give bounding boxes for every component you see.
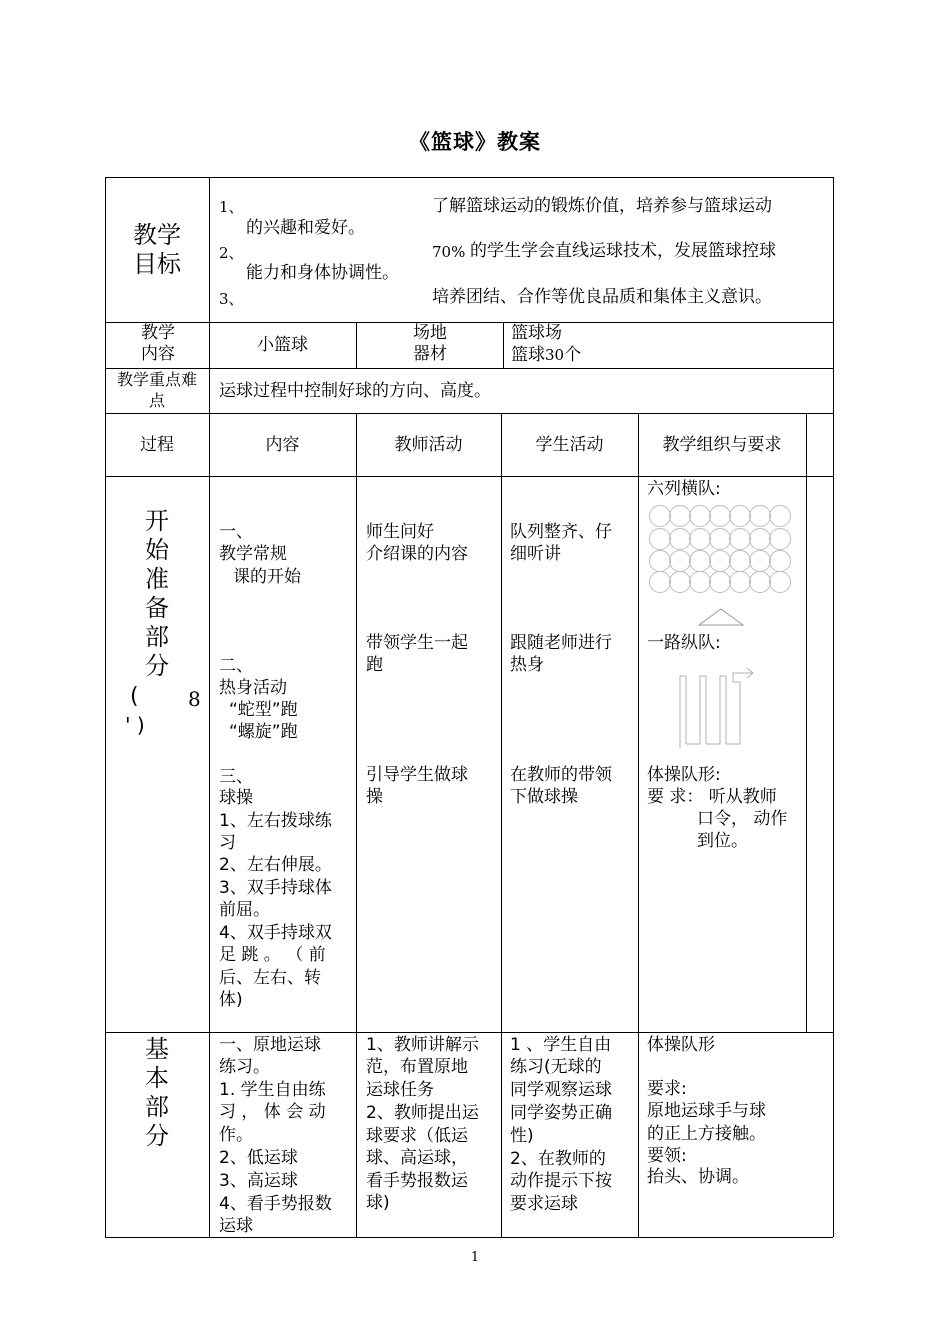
page-number: 1 xyxy=(470,1250,480,1265)
start-section-label: 开 始 准 备 部 分 xyxy=(145,507,169,680)
basic-section-label: 基 本 部 分 xyxy=(145,1035,169,1150)
header-organization: 教学组织与要求 xyxy=(662,435,782,455)
header-teacher: 教师活动 xyxy=(394,435,463,455)
venue-line-1: 篮球场 xyxy=(511,323,562,343)
key-label: 教学重点难点 xyxy=(116,370,197,410)
six-row-formation-diagram xyxy=(648,504,796,596)
start-time-close: ' ) xyxy=(125,713,145,737)
header-process: 过程 xyxy=(140,435,174,455)
venue-label: 场地器材 xyxy=(413,323,447,364)
key-value: 运球过程中控制好球的方向、高度。 xyxy=(219,381,491,401)
content-label: 教学内容 xyxy=(141,323,175,364)
start-time-num: 8 xyxy=(188,687,201,711)
venue-line-2: 篮球30个 xyxy=(511,345,582,365)
start-time-open: ( xyxy=(130,684,139,709)
snake-run-path-diagram xyxy=(675,668,760,752)
objective-label: 教学目标 xyxy=(133,221,181,278)
content-value: 小篮球 xyxy=(257,335,308,355)
header-content: 内容 xyxy=(265,435,300,455)
header-student: 学生活动 xyxy=(535,435,604,455)
page-title: 《篮球》教案 xyxy=(409,130,541,154)
teacher-triangle-icon xyxy=(697,607,745,627)
